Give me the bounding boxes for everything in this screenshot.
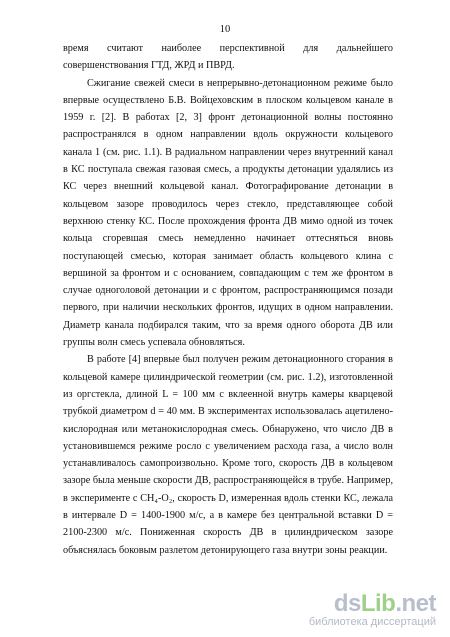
- document-body: [63, 40, 393, 559]
- paragraph-2: Сжигание свежей смеси в непрерывно-детонационном режиме было впервые осуществлено Б.В. Войцеховским в плоском кольцевом канале в 1959 г. [2]. В работах [2, 3] фронт детонационной волны постоянно распространялся в одном направлении вдоль окружности кольцевого канала 1 (см. рис. 1.1). В радиальном направлении через внутренний канал в КС поступала свежая газовая смесь, а продукты детонации удалялись из КС через внешний кольцевой канал. Фотографирование детонации в кольцевом зазоре проводилось через стекло, представляющее собой верхнюю стенку КС. После прохождения фронта ДВ мимо одной из точек кольца сгоревшая смесь немедленно начинает оттесняться вновь поступающей смесью, которая занимает область кольцевого клина с вершиной за фронтом и с основанием, совпадающим с тем же фронтом в случае одноголовой детонации и с фронтом, распространяющимся позади первого, при наличии нескольких фронтов, идущих в одном направлении. Диаметр канала подбирался таким, что за время одного оборота ДВ или группы волн смесь успевала обновляться.: [63, 77, 393, 349]
- page-number: 10: [219, 24, 231, 35]
- dslib-watermark: [309, 592, 436, 629]
- watermark-subtitle: библиотека диссертаций: [308, 616, 436, 628]
- dslib-logo: dsLib.net: [333, 590, 436, 617]
- paragraph-3: В работе [4] впервые был получен режим детонационного сгорания в кольцевой камере цилиндрической геометрии (см. рис. 1.2), изготовленной из оргстекла, длиной L = 100 мм с вклеенной внутрь камеры кварцевой трубкой диаметром d = 40 мм. В экспериментах использовалась ацетилено-кислородная или метанокислородная смесь. Обнаружено, что число ДВ в установившемся режиме росло с увеличением расхода газа, а число волн устанавливалось самопроизвольно. Кроме того, скорость ДВ в кольцевом зазоре была меньше скорости ДВ, распространяющейся в трубе. Например, в эксперименте с CH₄-O₂, скорость D, измеренная вдоль стенки КС, лежала в интервале D = 1400-1900 м/с, а в камере без центральной вставки D = 2100-2300 м/с. Пониженная скорость ДВ в цилиндрическом зазоре объяснялась боковым разлетом детонирующего газа внутри зоны реакции.: [63, 354, 393, 556]
- paragraph-1: время считают наиболее перспективной для дальнейшего совершенствования ГТД, ЖРД и ПВРД.: [63, 43, 393, 72]
